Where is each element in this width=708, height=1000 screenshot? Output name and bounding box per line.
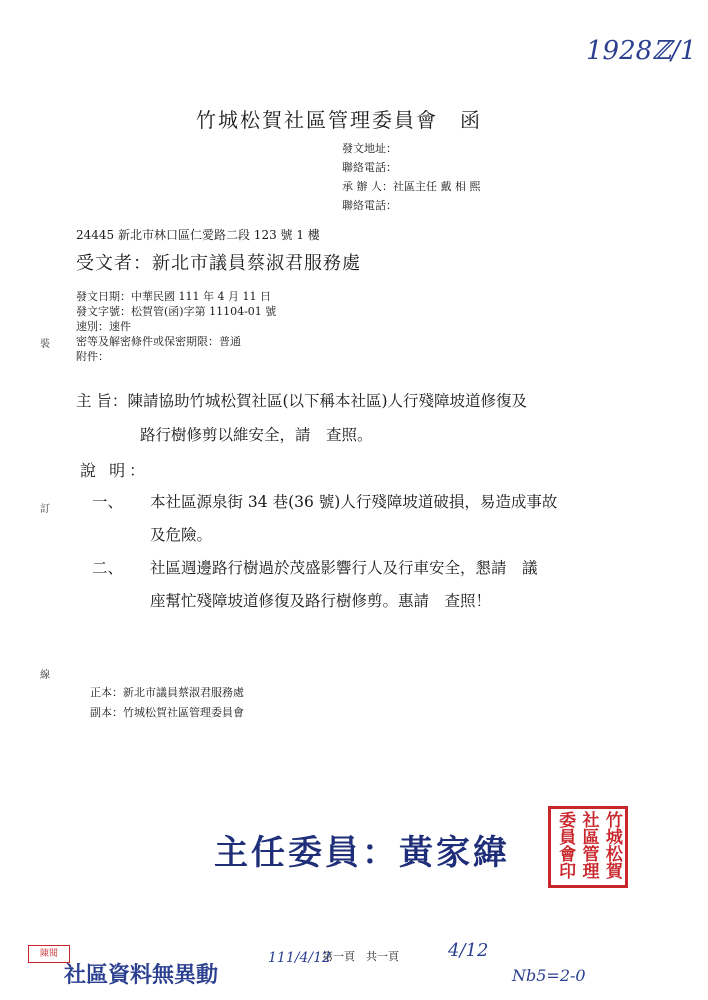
cc-line: 副本：竹城松賀社區管理委員會 xyxy=(90,706,244,719)
meta-line: 發文地址： xyxy=(342,142,397,155)
signature: 主任委員：黃家緯 xyxy=(214,833,510,873)
item-number: 二、 xyxy=(92,559,124,577)
info-line: 發文日期：中華民國 111 年 4 月 11 日 xyxy=(76,290,271,303)
explanation-item xyxy=(92,552,538,618)
subject-line: 路行樹修剪以維安全，請 查照。 xyxy=(140,426,373,444)
info-line: 附件： xyxy=(76,350,109,363)
document-title: 竹城松賀社區管理委員會 函 xyxy=(196,108,482,132)
binding-mark: 訂 xyxy=(40,504,50,515)
handwritten-note: Nb5=2-0 xyxy=(512,966,586,985)
explanation-label: 說 明： xyxy=(80,461,150,480)
small-red-stamp: 陳閱 xyxy=(28,945,70,963)
recipient: 受文者：新北市議員蔡淑君服務處 xyxy=(76,253,361,274)
seal-column: 社區管理 xyxy=(578,811,599,879)
cc-line: 正本：新北市議員蔡淑君服務處 xyxy=(90,686,244,699)
contact-meta xyxy=(342,139,480,215)
seal-column: 委員會印 xyxy=(555,811,576,879)
copy-recipients xyxy=(90,683,244,723)
binding-mark: 裝 xyxy=(40,339,50,350)
subject-label: 主 旨： xyxy=(76,392,128,410)
official-seal xyxy=(548,806,628,888)
item-text: 本社區源泉街 34 巷(36 號)人行殘障坡道破損，易造成事故 xyxy=(150,493,558,511)
seal-column: 竹城松賀 xyxy=(601,811,622,879)
info-line: 速別：速件 xyxy=(76,320,131,333)
handwritten-note: 4/12 xyxy=(448,940,489,961)
info-line: 密等及解密條件或保密期限：普通 xyxy=(76,335,241,348)
dispatch-info xyxy=(76,289,276,364)
item-number: 一、 xyxy=(92,493,124,511)
item-text: 座幫忙殘障坡道修復及路行樹修剪。惠請 查照！ xyxy=(150,592,492,610)
handwritten-number: 1928ℤ/1 xyxy=(586,36,697,66)
meta-line: 承 辦 人：社區主任 戴 相 熙 xyxy=(342,180,481,193)
page-footer: 第一頁 共一頁 xyxy=(322,950,399,963)
binding-mark: 線 xyxy=(40,670,50,681)
subject-line: 陳請協助竹城松賀社區(以下稱本社區)人行殘障坡道修復及 xyxy=(127,392,528,410)
item-text: 及危險。 xyxy=(150,526,213,544)
explanation-item xyxy=(92,486,557,552)
meta-line: 聯絡電話： xyxy=(342,161,397,174)
item-text: 社區週邊路行樹過於茂盛影響行人及行車安全，懇請 議 xyxy=(150,559,538,577)
meta-line: 聯絡電話： xyxy=(342,199,397,212)
handwritten-date: 111/4/12 xyxy=(268,950,331,966)
info-line: 發文字號：松賀管(函)字第 11104-01 號 xyxy=(76,305,277,318)
subject xyxy=(76,384,527,452)
bottom-blue-stamp: 社區資料無異動 xyxy=(64,962,219,988)
recipient-address: 24445 新北市林口區仁愛路二段 123 號 1 樓 xyxy=(76,228,320,242)
